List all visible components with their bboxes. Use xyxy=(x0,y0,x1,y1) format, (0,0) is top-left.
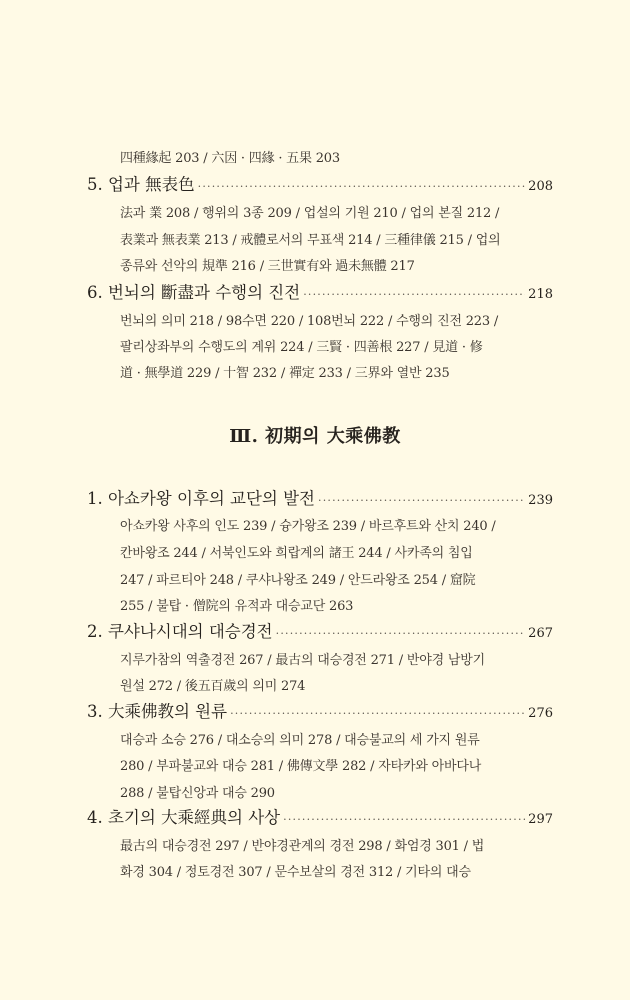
section-title: 1. 아쇼카왕 이후의 교단의 발전 xyxy=(87,489,315,508)
part-heading: Ⅲ. 初期의 大乘佛教 xyxy=(229,426,401,447)
toc-subline: 대승과 소승 276 / 대소승의 의미 278 / 대승불교의 세 가지 원류 xyxy=(120,733,480,748)
section-title: 6. 번뇌의 斷盡과 수행의 진전 xyxy=(87,283,301,302)
dot-leader xyxy=(303,285,525,305)
toc-subline: 道 · 無學道 229 / 十智 232 / 禪定 233 / 三界와 열반 235 xyxy=(120,366,450,381)
toc-subline: 아쇼카왕 사후의 인도 239 / 슝가왕조 239 / 바르후트와 산치 240 / xyxy=(120,519,496,534)
toc-subline: 255 / 불탑 · 僧院의 유적과 대승교단 263 xyxy=(120,599,354,614)
dot-leader xyxy=(276,624,526,644)
section-page-number: 218 xyxy=(528,287,553,302)
toc-subline: 팔리상좌부의 수행도의 계위 224 / 三賢 · 四善根 227 / 見道 · 修 xyxy=(120,340,483,355)
toc-subline: 表業과 無表業 213 / 戒體로서의 무표색 214 / 三種律儀 215 / 업의 xyxy=(120,233,501,248)
toc-subline: 종류와 선악의 規準 216 / 三世實有와 過未無體 217 xyxy=(120,259,415,274)
toc-continuation-line: 四種緣起 203 / 六因 · 四緣 · 五果 203 xyxy=(120,151,340,166)
toc-subline: 最古의 대승경전 297 / 반야경관계의 경전 298 / 화엄경 301 / 법 xyxy=(120,839,485,854)
toc-section-5[interactable] xyxy=(87,175,553,197)
toc-subline: 法과 業 208 / 행위의 3종 209 / 업설의 기원 210 / 업의 본질 212 / xyxy=(120,206,500,221)
dot-leader xyxy=(198,177,526,197)
section-title: 4. 초기의 大乘經典의 사상 xyxy=(87,808,281,827)
toc-subline: 원설 272 / 後五百歲의 의미 274 xyxy=(120,679,306,694)
toc-subline: 칸바왕조 244 / 서북인도와 희랍계의 諸王 244 / 사카족의 침입 xyxy=(120,546,473,561)
toc-subline: 288 / 불탑신앙과 대승 290 xyxy=(120,786,275,801)
dot-leader xyxy=(283,810,525,830)
toc-section-1[interactable] xyxy=(87,489,553,511)
section-title: 2. 쿠샤나시대의 대승경전 xyxy=(87,622,273,641)
section-page-number: 297 xyxy=(528,812,553,827)
section-page-number: 208 xyxy=(528,179,553,194)
toc-subline: 247 / 파르티아 248 / 쿠샤나왕조 249 / 안드라왕조 254 / 窟院 xyxy=(120,573,476,588)
toc-section-3[interactable] xyxy=(87,702,553,724)
toc-subline: 화경 304 / 정토경전 307 / 문수보살의 경전 312 / 기타의 대승 xyxy=(120,865,471,880)
toc-subline: 지루가참의 역출경전 267 / 最古의 대승경전 271 / 반야경 남방기 xyxy=(120,653,485,668)
toc-subline: 번뇌의 의미 218 / 98수면 220 / 108번뇌 222 / 수행의 진전 223 / xyxy=(120,314,499,329)
section-title: 5. 업과 無表色 xyxy=(87,175,195,194)
dot-leader xyxy=(318,491,525,511)
toc-section-6[interactable] xyxy=(87,283,553,305)
toc-section-2[interactable] xyxy=(87,622,553,644)
dot-leader xyxy=(230,704,525,724)
section-page-number: 267 xyxy=(528,626,553,641)
toc-subline: 280 / 부파불교와 대승 281 / 佛傳文學 282 / 자타카와 아바다나 xyxy=(120,759,482,774)
section-page-number: 276 xyxy=(528,706,553,721)
section-page-number: 239 xyxy=(528,493,553,508)
section-title: 3. 大乘佛教의 원류 xyxy=(87,702,228,721)
toc-section-4[interactable] xyxy=(87,808,553,830)
